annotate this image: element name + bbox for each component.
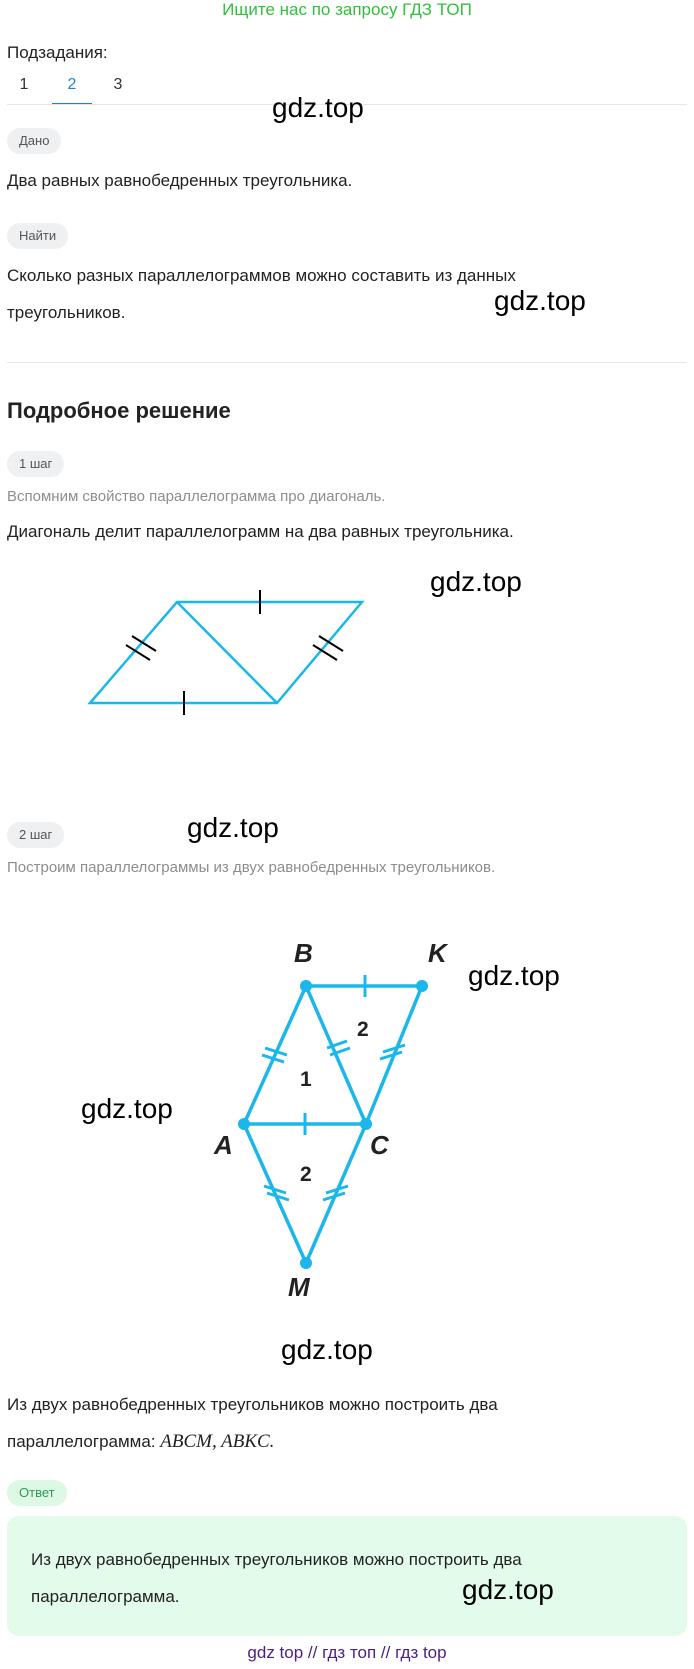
step2-conclusion-line1: Из двух равнобедренных треугольников можно построить два: [7, 1395, 498, 1414]
watermark: gdz.top: [81, 1093, 173, 1124]
region-label-1: 1: [300, 1068, 312, 1091]
answer-text-line2: параллелограмма.: [31, 1587, 180, 1606]
step2-note: Построим параллелограммы из двух равнобедренных треугольников.: [7, 859, 496, 876]
vertex-label-c: C: [370, 1130, 389, 1160]
region-label-2-top: 2: [357, 1018, 369, 1041]
find-text-line1: Сколько разных параллелограммов можно составить из данных: [7, 266, 516, 285]
watermark: gdz.top: [281, 1334, 373, 1365]
tab-1[interactable]: 1: [19, 76, 29, 93]
vertex-label-m: M: [288, 1272, 310, 1302]
find-text-line2: треугольников.: [7, 303, 126, 322]
diagonal: [177, 602, 277, 703]
vertex-label-b: B: [294, 938, 313, 968]
parallelogram-figure: [80, 590, 380, 720]
divider: [7, 362, 687, 363]
step1-badge: 1 шаг: [7, 451, 64, 477]
given-badge: Дано: [7, 128, 61, 154]
given-text: Два равных равнобедренных треугольника.: [7, 171, 353, 190]
conclusion-math: ABCM, ABKC.: [160, 1431, 275, 1452]
step2-badge: 2 шаг: [7, 822, 64, 848]
vertex-label-a: A: [214, 1130, 233, 1160]
watermark: gdz.top: [468, 960, 560, 991]
watermark: gdz.top: [430, 566, 522, 597]
search-banner: Ищите нас по запросу ГДЗ ТОП: [222, 0, 472, 19]
answer-text-line1: Из двух равнобедренных треугольников можно построить два: [31, 1550, 522, 1569]
construction-figure: [200, 940, 480, 1300]
tab-2[interactable]: 2: [67, 76, 77, 93]
watermark: gdz.top: [272, 92, 364, 123]
vertex-label-k: K: [428, 938, 447, 968]
find-badge: Найти: [7, 223, 68, 249]
subtasks-title: Подзадания:: [7, 43, 108, 62]
region-label-2-bottom: 2: [300, 1163, 312, 1186]
solution-heading: Подробное решение: [7, 398, 231, 423]
watermark: gdz.top: [462, 1574, 554, 1605]
conclusion-prefix: параллелограмма:: [7, 1432, 161, 1451]
step1-text: Диагональ делит параллелограмм на два равных треугольника.: [7, 522, 514, 541]
watermark: gdz.top: [187, 812, 279, 843]
step2-conclusion-line2: [7, 1423, 667, 1460]
watermark: gdz.top: [494, 285, 586, 316]
tab-3[interactable]: 3: [113, 76, 123, 93]
step1-note: Вспомним свойство параллелограмма про диагональ.: [7, 488, 386, 505]
footer-links[interactable]: gdz top // гдз топ // гдз top: [247, 1643, 447, 1662]
answer-badge: Ответ: [7, 1480, 67, 1506]
